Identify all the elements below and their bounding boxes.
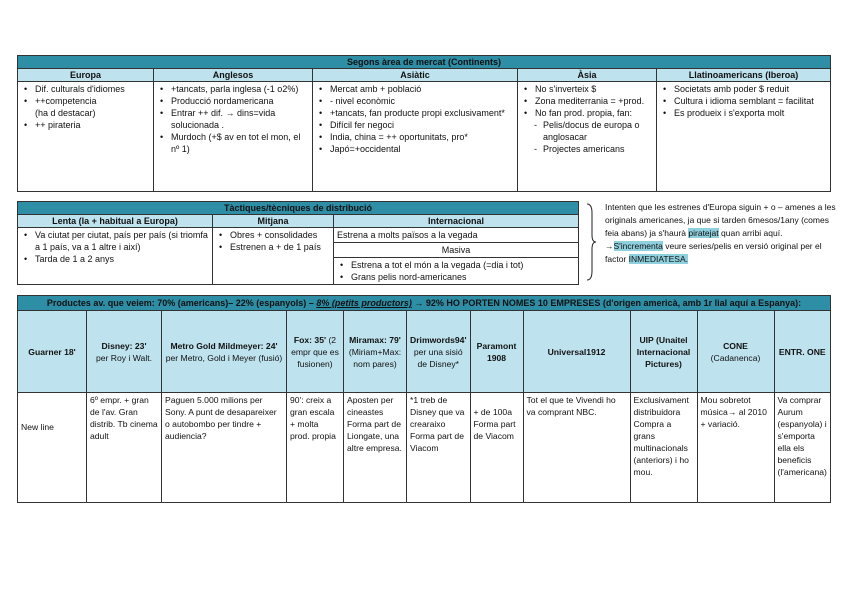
table-cell: Paguen 5.000 milions per Sony. A punt de desapareixer o autobombo per tindre + audiencia? bbox=[162, 393, 287, 503]
list-item: • +tancats, fan producte propi exclusivament* bbox=[330, 107, 514, 119]
table-cell: New line bbox=[18, 393, 87, 503]
col-uip: UIP (Unaitel Internacional Pictures) bbox=[630, 311, 697, 393]
table-cell: Va comprar Aurum (espanyola) i s'emporta ella els beneficis (l'americana) bbox=[774, 393, 831, 503]
list-item: (ha d destacar) bbox=[35, 108, 96, 118]
col-asia: Àsia bbox=[518, 69, 657, 82]
market-title: Segons àrea de mercat (Continents) bbox=[18, 56, 831, 69]
table-cell: 90': creix a gran escala + molta prod. propia bbox=[287, 393, 344, 503]
col-cone: CONE (Cadanenca) bbox=[697, 311, 774, 393]
note-highlight: piratejat bbox=[688, 228, 719, 238]
cell-mitjana bbox=[213, 228, 334, 285]
list-item: • ++competencia bbox=[35, 95, 150, 107]
cell-llatino bbox=[657, 82, 831, 192]
products-header-b: 8% (petits productors) bbox=[316, 298, 412, 308]
list-item: • Societats amb poder $ reduit bbox=[674, 83, 827, 95]
col-universal: Universal1912 bbox=[523, 311, 630, 393]
col-llatino: Llatinoamericans (Iberoa) bbox=[657, 69, 831, 82]
tactics-table bbox=[17, 201, 579, 285]
tactics-title: Tàctiques/tècniques de distribució bbox=[18, 202, 579, 215]
curly-brace-icon bbox=[585, 203, 597, 281]
table-cell: *1 treb de Disney que va crearaixo Forma part de Viacom bbox=[407, 393, 471, 503]
list-item: • Cultura i idioma semblant = facilitat bbox=[674, 95, 827, 107]
list-item: • Dif. culturals d'idiomes bbox=[35, 83, 150, 95]
list-item: - Projectes americans bbox=[543, 143, 653, 155]
table-cell: 6º empr. + gran de l'av. Gran distrib. Tb cinema adult bbox=[87, 393, 162, 503]
note-highlight: INMEDIATESA. bbox=[628, 254, 688, 264]
arrow-icon: → bbox=[605, 241, 614, 251]
col-disney: Disney: 23' per Roy i Walt. bbox=[87, 311, 162, 393]
note-text: Intenten que les estrenes d'Europa siguin + o – amenes a les originals americanes, ja que si tarden 6mesos/1any (comes feia abans) ja s'haurà bbox=[605, 202, 836, 238]
list-item: • ++ pirateria bbox=[35, 119, 150, 131]
col-guarner: Guarner 18' bbox=[18, 311, 87, 393]
list-item: - Pelis/docus de europa o anglosacar bbox=[543, 119, 653, 143]
products-header-a: Productes av. que veiem: 70% (americans)– 22% (espanyols) – bbox=[46, 298, 314, 308]
cell-asiatic bbox=[313, 82, 518, 192]
list-item: • Es produeix i s'exporta molt bbox=[674, 107, 827, 119]
col-fox: Fox: 35' (2 empr que es fusionen) bbox=[287, 311, 344, 393]
list-item: • Mercat amb + població bbox=[330, 83, 514, 95]
col-paramont: Paramont 1908 bbox=[470, 311, 523, 393]
table-cell: Exclusivament distribuidora Compra a grans multinacionals (anteriors) i ho mou. bbox=[630, 393, 697, 503]
masiva-label: Masiva bbox=[334, 243, 579, 258]
list-item: • No s'inverteix $ bbox=[535, 83, 653, 95]
list-item: • Zona mediterrania = +prod. bbox=[535, 95, 653, 107]
list-item: • Tarda de 1 a 2 anys bbox=[35, 253, 209, 265]
cell-europa bbox=[18, 82, 154, 192]
list-item: • +tancats, parla inglesa (-1 o2%) bbox=[171, 83, 309, 95]
col-drimwords: Drimwords94' per una sisió de Disney* bbox=[407, 311, 471, 393]
list-item: • Estrenen a + de 1 país bbox=[230, 241, 330, 253]
col-mitjana: Mitjana bbox=[213, 215, 334, 228]
list-item: • Murdoch (+$ av en tot el mon, el nº 1) bbox=[171, 131, 309, 155]
list-item: • Grans pelis nord-americanes bbox=[351, 271, 575, 283]
col-lenta: Lenta (la + habitual a Europa) bbox=[18, 215, 213, 228]
list-item: • Va ciutat per ciutat, país per país (si triomfa a 1 país, va a 1 altre i així) bbox=[35, 229, 209, 253]
col-anglesos: Anglesos bbox=[154, 69, 313, 82]
note-text: veure series/pelis en versió original per el factor bbox=[605, 241, 822, 264]
cell-internacional: Estrena a molts països a la vegada bbox=[334, 228, 579, 243]
table-cell: Mou sobretot música→ al 2010 + variació. bbox=[697, 393, 774, 503]
market-table bbox=[17, 55, 831, 192]
col-internacional: Internacional bbox=[334, 215, 579, 228]
col-europa: Europa bbox=[18, 69, 154, 82]
products-header bbox=[18, 296, 831, 311]
list-item: • Estrena a tot el món a la vegada (=dia i tot) bbox=[351, 259, 575, 271]
cell-masiva bbox=[334, 258, 579, 285]
col-miramax: Miramax: 79' (Miriam+Max: nom pares) bbox=[344, 311, 407, 393]
col-asiatic: Asiàtic bbox=[313, 69, 518, 82]
list-item: • No fan prod. propia, fan: bbox=[535, 107, 653, 119]
cell-lenta bbox=[18, 228, 213, 285]
products-header-c: → 92% HO PORTEN NOMES 10 EMPRESES (d'origen americà, amb 1r lial aquí a Espanya): bbox=[414, 298, 802, 308]
cell-anglesos bbox=[154, 82, 313, 192]
products-table bbox=[17, 295, 831, 503]
list-item: • Entrar ++ dif. → dins=vida solucionada . bbox=[171, 107, 309, 131]
note-highlight: S'incrementa bbox=[613, 241, 663, 251]
table-cell: Tot el que te Vivendi ho va comprant NBC. bbox=[523, 393, 630, 503]
table-cell: Aposten per cineastes Forma part de Liongate, una altre empresa. bbox=[344, 393, 407, 503]
cell-asia bbox=[518, 82, 657, 192]
list-item: • Producció nordamericana bbox=[171, 95, 309, 107]
list-item: • Difícil fer negoci bbox=[330, 119, 514, 131]
list-item: • Japó=+occidental bbox=[330, 143, 514, 155]
list-item: • India, china = ++ oportunitats, pro* bbox=[330, 131, 514, 143]
side-note bbox=[605, 201, 843, 266]
list-item: • Obres + consolidades bbox=[230, 229, 330, 241]
col-entr-one: ENTR. ONE bbox=[774, 311, 831, 393]
list-item: • - nivel econòmic bbox=[330, 95, 514, 107]
table-cell: + de 100a Forma part de Viacom bbox=[470, 393, 523, 503]
col-metro: Metro Gold Mildmeyer: 24' per Metro, Gold i Meyer (fusió) bbox=[162, 311, 287, 393]
note-text: quan arribi aquí. bbox=[721, 228, 783, 238]
